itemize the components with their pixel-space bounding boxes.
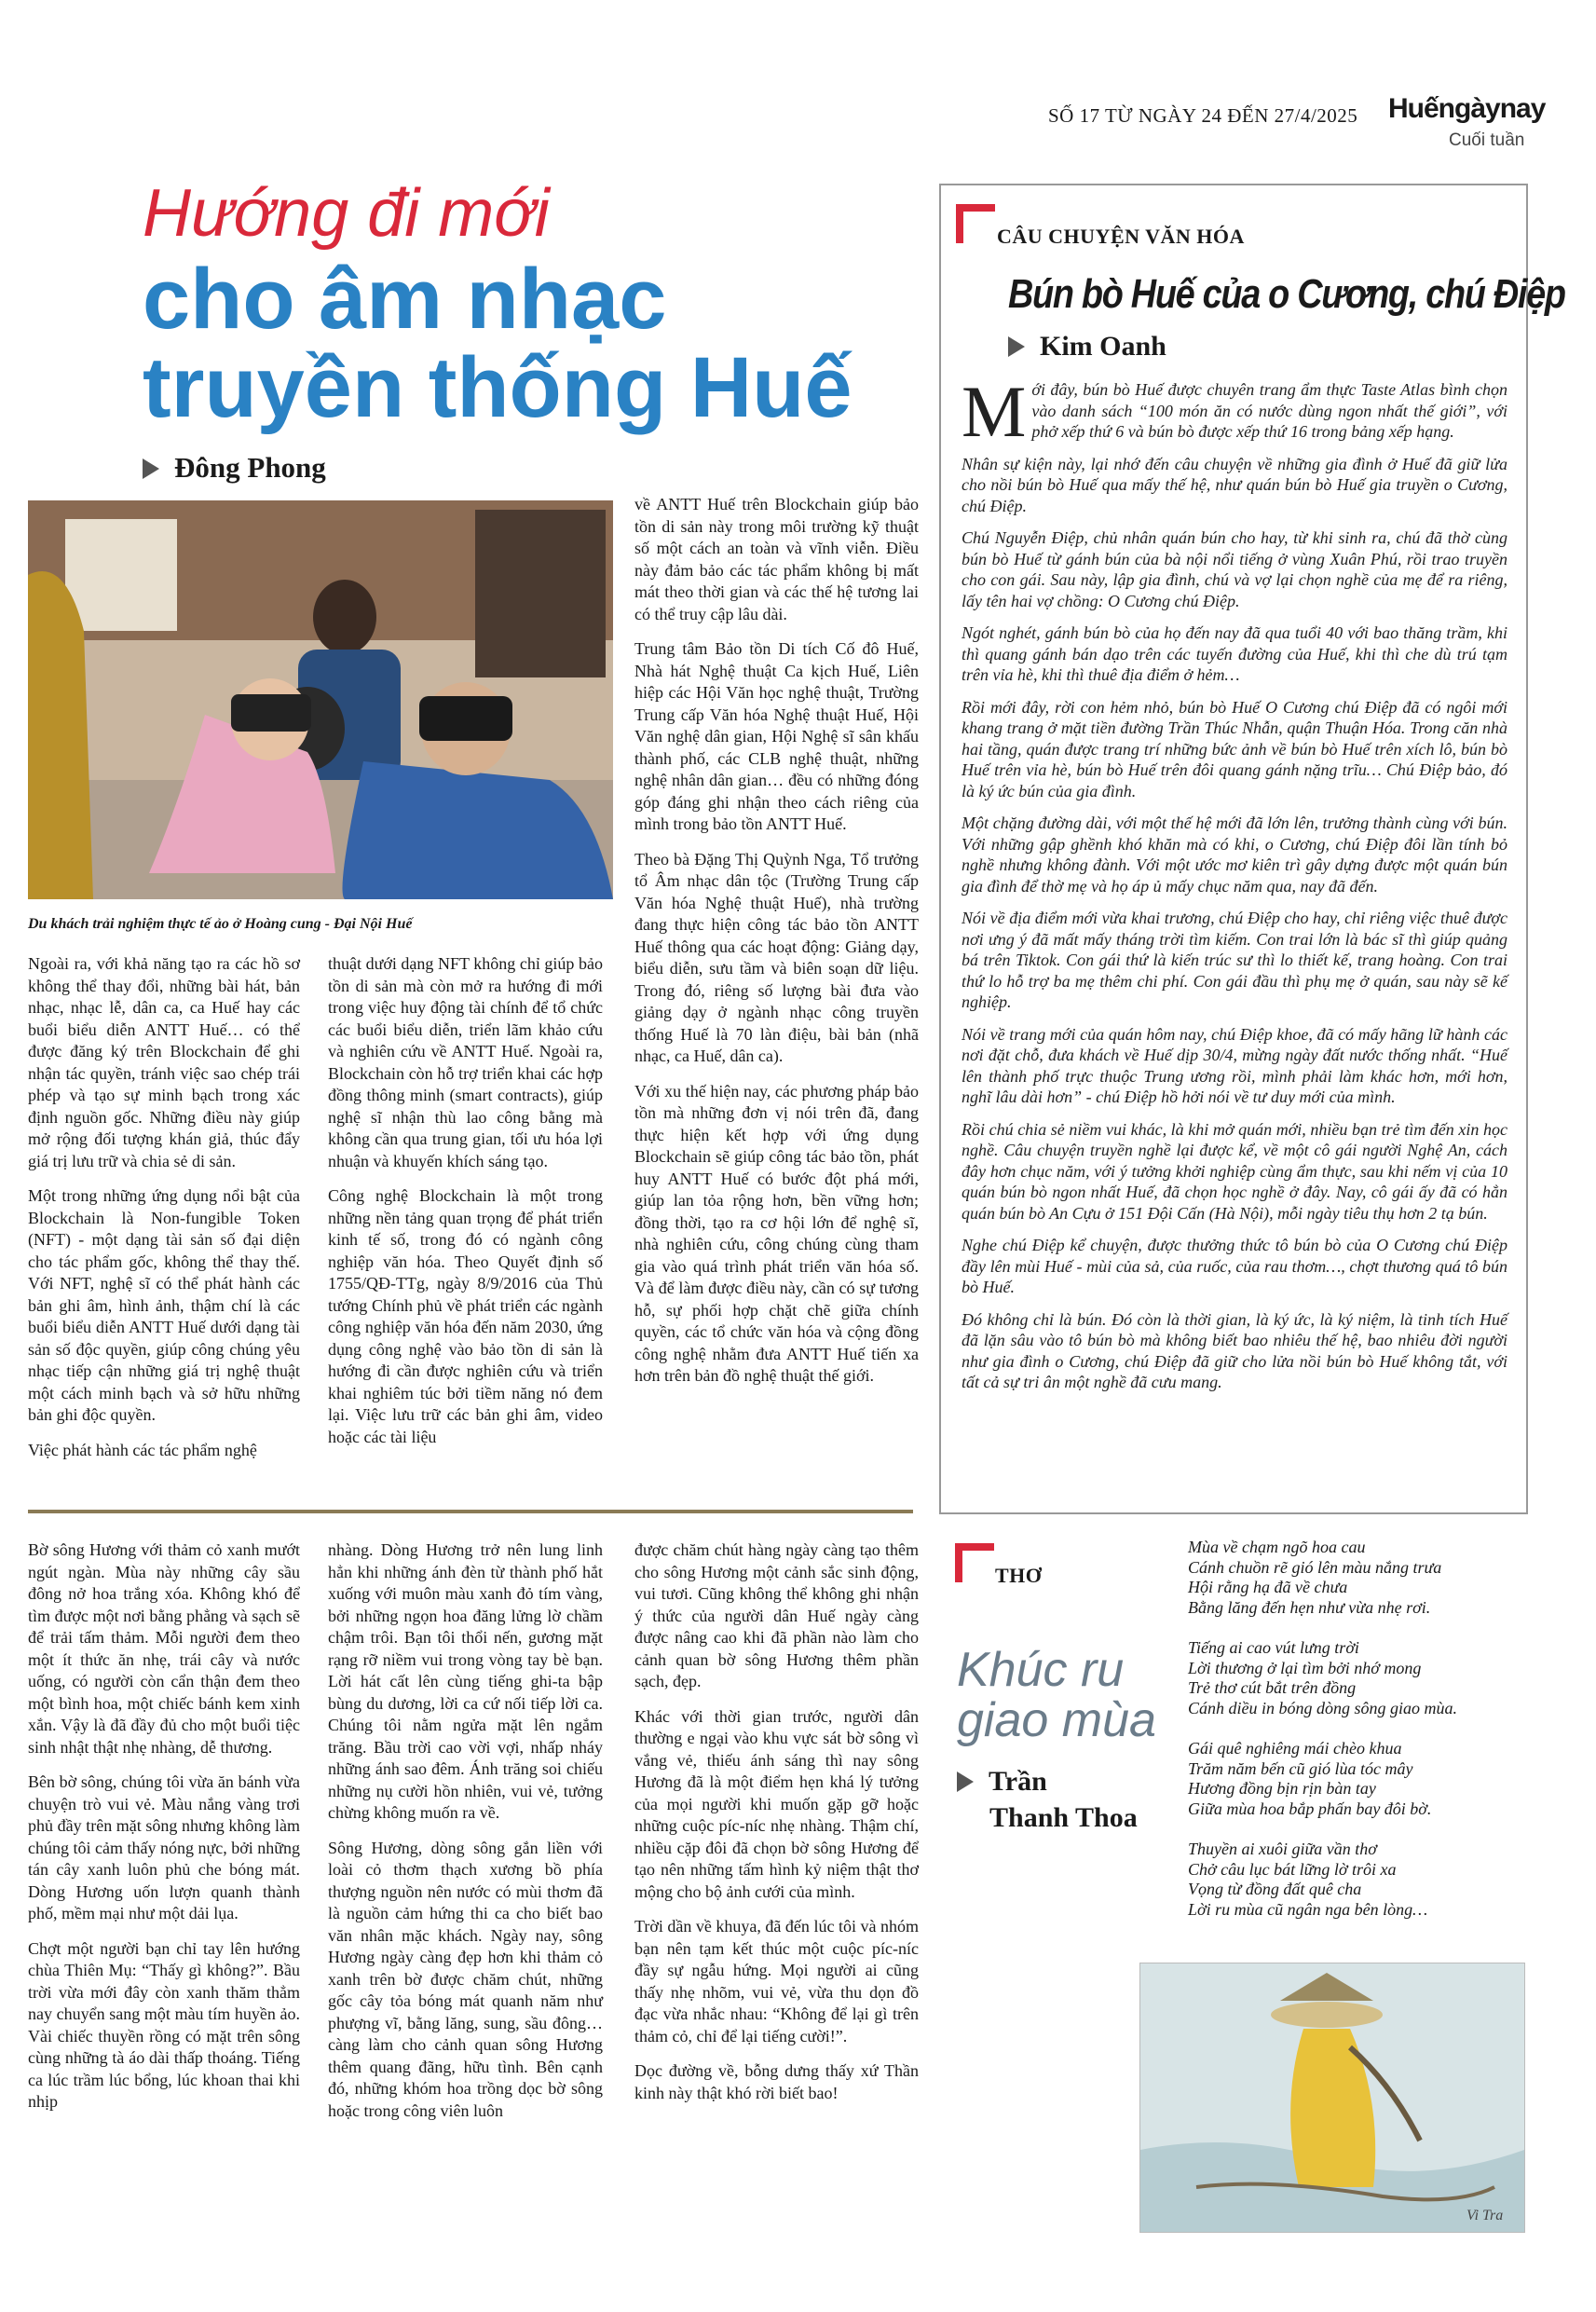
section-divider bbox=[28, 1510, 913, 1513]
poem-bracket-icon bbox=[955, 1543, 994, 1587]
article-column-3: về ANTT Huế trên Blockchain giúp bảo tồn di sản này trong môi trường kỹ thuật số một cách an toàn và vĩnh viễn. Điều này đảm bảo các tác phẩm không bị mất mát theo thời gian và các thế hệ tương lai có thể truy cập lâu dài. Trung tâm Bảo tồn Di tích Cố đô Huế, Nhà hát Nghệ thuật Ca kịch Huế, Liên hiệp các Hội Văn học nghệ thuật, Trường Trung cấp Văn hóa Nghệ thuật Huế, Hội Văn nghệ dân gian, Hội Nghệ sĩ sân khấu thành phố, các CLB nghệ thuật, những nghệ nhân dân gian… đều có những đóng góp đáng ghi nhận theo cách riêng của mình trong bảo tồn ANTT Huế. Theo bà Đặng Thị Quỳnh Nga, Tổ trưởng tổ Âm nhạc dân tộc (Trường Trung cấp Văn hóa Nghệ thuật Huế), nhà trường đang thực hiện công tác bảo tồn ANTT Huế thông qua các hoạt động: Giảng dạy, biểu diễn, sưu tầm và biên soạn dữ liệu. Trong đó, riêng số lượng bài đưa vào giảng dạy ở ngành nhạc công truyền thống Huế là 70 làn điệu, bài bản (nhã nhạc, ca Huế, dân ca). Với xu thế hiện nay, các phương pháp bảo tồn mà những đơn vị nói trên đã, đang thực hiện kết hợp với ứng dụng Blockchain sẽ giúp công tác bảo tồn, phát huy ANTT Huế có bước đột phá mới, giúp lan tỏa rộng hơn, bền vững hơn; đồng thời, tạo ra cơ hội lớn để nghệ sĩ, nhà nghiên cứu, công chúng cùng tham gia vào quá trình phát triển văn hóa số. Và để làm được điều này, cần có sự tương hỗ, sự phối hợp chặt chẽ giữa chính quyền, các tổ chức văn hóa và cộng đồng công nghệ nhằm đưa ANTT Huế tiến xa hơn trên bản đồ nghệ thuật thế giới. bbox=[634, 495, 919, 1385]
sidebar-author: Kim Oanh bbox=[1008, 331, 1166, 363]
stanza-3: Gái quê nghiêng mái chèo khua Trăm năm bến cũ gió lùa tóc mây Hương đồng bịn rịn bàn tay Giữa mùa hoa bắp phấn bay đôi bờ. bbox=[1188, 1739, 1432, 1818]
article-title-line1: Hướng đi mới bbox=[143, 176, 550, 251]
issue-info: SỐ 17 TỪ NGÀY 24 ĐẾN 27/4/2025 bbox=[1048, 104, 1358, 127]
bottom-column-1: Bờ sông Hương với thảm cỏ xanh mướt ngút ngàn. Mùa này những cây sầu đông nở hoa trắng xóa. Không khó để tìm được một nơi bằng phẳng và sạch sẽ để trải tấm thảm. Mỗi người đem theo một ít thức ăn nhẹ, trái cây và nước uống, có người còn cẩn thận đem theo một bình hoa, một chiếc bánh kem xinh xắn. Vậy là đã đầy đủ cho một buổi tiệc sinh nhật thật nhẹ nhàng, dễ thương. Bên bờ sông, chúng tôi vừa ăn bánh vừa chuyện trò vui vẻ. Màu nắng vàng trơi phủ đầy trên mặt sông nhưng không làm chúng tôi cảm thấy nóng nực, bởi những tán cây xanh luôn phủ che bóng mát. Dòng Hương uốn lượn quanh thành phố, mềm mại như một dải lụa. Chợt một người bạn chỉ tay lên hướng chùa Thiên Mụ: “Thấy gì không?”. Bầu trời vừa mới đây còn xanh thăm thẳm nay chuyển sang một màu tím huyền ảo. Vài chiếc thuyền rồng có mặt trên sông cùng những tà áo dài thấp thoáng. Tiếng ca lúc trầm lúc bổng, lúc khoan thai khi nhịp bbox=[28, 1540, 300, 2111]
poem-illustration bbox=[1139, 1963, 1525, 2233]
sidebar-body: Mới đây, bún bò Huế được chuyên trang ẩm thực Taste Atlas bình chọn vào danh sách “100 món ăn có nước dùng ngon nhất thế giới”, với phở xếp thứ 6 và bún bò được xếp thứ 16 trong bảng xếp hạng. Nhân sự kiện này, lại nhớ đến câu chuyện về những gia đình ở Huế đã giữ lửa cho nồi bún bò Huế qua mấy thế hệ, như quán bún bò Huế gia truyền o Cương, chú Điệp. Chú Nguyễn Điệp, chủ nhân quán bún cho hay, từ khi sinh ra, chú đã thờ cùng bún bò Huế từ gánh bún của bà nội nổi tiếng ở vùng Xuân Phú, rồi trao truyền cho con gái. Sau này, lập gia đình, chú và vợ lại chọn nghề của mẹ để ra riêng, lấy tên hai vợ chồng: O Cương chú Điệp. Ngót nghét, gánh bún bò của họ đến nay đã qua tuổi 40 với bao thăng trầm, khi thì quang gánh bán dạo trên các tuyến đường của Huế, khi thì che dù trú tạm trên vỉa hè, khi thì thuê địa điểm ở hẻm… Rồi mới đây, rời con hẻm nhỏ, bún bò Huế O Cương chú Điệp đã có ngôi mới khang trang ở mặt tiền đường Trần Thúc Nhẫn, quận Thuận Hóa. Trong căn nhà hai tầng, quán được trang trí những bức ảnh về bún bò Huế trên xích lô, bún bò Huế trên vỉa hè, bún bò Huế trên đôi quang gánh nặng trĩu… Chú Điệp bảo, đó là ký ức bún của gia đình. Một chặng đường dài, với một thế hệ mới đã lớn lên, trưởng thành cùng với bún. Với những gập ghềnh khó khăn mà có khi, o Cương, chú Điệp đôi lần tính bỏ nghề nhưng không đành. Với một ước mơ kiên trì gây dựng được một quán bún gia đình để thờ mẹ và họ áp ủ mấy chục năm qua, nay đã đến. Nói về địa điểm mới vừa khai trương, chú Điệp cho hay, chỉ riêng việc thuê được nơi ưng ý đã mất mấy tháng trời tìm kiếm. Con trai lớn là bác sĩ thì giúp quảng bá trên Tiktok. Con gái thứ là kiến trúc sư thì lo thiết kế, trang hoàng. Con trai thứ lo hỗ trợ ba mẹ thêm chi phí. Con gái đầu thì phụ mẹ ở quán, sau này sẽ kế nghiệp. Nói về trang mới của quán hôm nay, chú Điệp khoe, đã có mấy hãng lữ hành các nơi đặt chỗ, đưa khách về Huế dịp 30/4, mừng ngày đất nước thống nhất. “Huế lên thành phố trực thuộc Trung ương rồi, mình phải làm khác hơn, mới hơn, nghĩ lâu dài hơn” - chú Điệp hồ hởi nói về tư duy mới của mình. Rồi chú chia sẻ niềm vui khác, là khi mở quán mới, nhiều bạn trẻ tìm đến xin học nghề. Câu chuyện truyền nghề lại được kể, về một cô gái người Nghệ An, cách đây hơn chục năm, với ý tưởng khởi nghiệp cùng ẩm thực, sau khi nếm vị của 10 quán bún bò ngon nhất Huế, đã chọn học nghề ở đây. Nay, cô gái ấy đã có hẳn quán bún bò An Cựu ở 151 Đội Cấn (Hà Nội), mỗi ngày tiêu thụ hơn 2 tạ bún. Nghe chú Điệp kể chuyện, được thưởng thức tô bún bò của O Cương chú Điệp đầy lên mùi Huế - mùi của sả, của ruốc, của rau thơm…, chợt thương quá tô bún bò Huế. Đó không chỉ là bún. Đó còn là thời gian, là ký ức, là ký niệm, là tinh tích Huế đã lặn sâu vào tô bún bò mà không biết bao nhiêu thế hệ, bao nhiêu đời người như gia đình o Cương, chú Điệp đã giữ cho lửa nồi bún bò Huế không tắt, với tất cả sự tri ân một nghề đã cưu mang. bbox=[962, 371, 1507, 1391]
illustration-signature: Vi Tra bbox=[1466, 2208, 1504, 2223]
article-title-line3: truyền thống Huế bbox=[143, 340, 853, 435]
article-column-1: Ngoài ra, với khả năng tạo ra các hồ sơ không thể thay đổi, những bài hát, bản nhạc, nhạc lễ, dân ca, ca Huế hay các buổi biểu diễn ANTT Huế… có thể được đăng ký trên Blockchain để ghi nhận tác quyền, tránh việc sao chép trái phép và tạo sự minh bạch trong xác định nguồn gốc. Những điều này giúp mở rộng đối tượng khán giả, thúc đẩy giá trị lưu trữ và chia sẻ di sản. Một trong những ứng dụng nổi bật của Blockchain là Non-fungible Token (NFT) - một dạng tài sản số đại diện cho tác phẩm gốc, không thể thay thế. Với NFT, nghệ sĩ có thể phát hành các bản ghi âm, hình ảnh, thậm chí là các buổi biểu diễn ANTT Huế dưới dạng tài sản số độc quyền, giúp công chúng yêu nhạc tiếp cận những giá trị nghệ thuật một cách minh bạch và sở hữu những bản ghi độc quyền. Việc phát hành các tác phẩm nghệ bbox=[28, 954, 300, 1459]
article-author: Đông Phong bbox=[143, 451, 326, 485]
photo-caption: Du khách trải nghiệm thực tế ảo ở Hoàng cung - Đại Nội Huế bbox=[28, 916, 413, 932]
article-title-line2: cho âm nhạc bbox=[143, 252, 667, 347]
bottom-column-2: nhàng. Dòng Hương trở nên lung linh hẳn khi những ánh đèn từ thành phố hắt xuống với muôn màu xanh đỏ tím vàng, bởi những ngọn hoa đăng lửng lờ chầm chậm trôi. Bạn tôi thổi nến, gương mặt rạng rỡ niềm vui trong vòng tay bè bạn. Lời hát cất lên cùng tiếng ghi-ta bập bùng du dương, lời ca cứ nối tiếp lời ca. Chúng tôi nằm ngửa mặt lên ngắm trăng. Bầu trời cao vời vợi, nhấp nháy những ánh sao đêm. Ánh trăng soi chiếu những nụ cười hồn nhiên, vui vẻ, tưởng chừng không muốn ra về. Sông Hương, dòng sông gắn liền với loài cỏ thơm thạch xương bồ phía thượng nguồn nên nước có mùi thơm đã là nguồn cảm hứng thi ca cho biết bao văn nhân mặc khách. Ngày nay, sông Hương ngày càng đẹp hơn khi thảm cỏ xanh trên bờ được chăm chút, những gốc cây tỏa bóng mát quanh năm như phượng vĩ, bằng lăng, sung, sầu đông… càng làm cho cảnh quan sông Hương thêm quang đãng, hữu tình. Bên cạnh đó, những khóm hoa trồng dọc bờ sông hoặc trong công viên luôn bbox=[328, 1540, 603, 2120]
poem-kicker: THƠ bbox=[995, 1564, 1043, 1587]
stanza-4: Thuyền ai xuôi giữa vần thơ Chở câu lục bát lững lờ trôi xa Vọng từ đồng đất quê cha Lời ru mùa cũ ngân nga bên lòng… bbox=[1188, 1840, 1428, 1919]
sidebar-title: Bún bò Huế của o Cương, chú Điệp bbox=[1008, 271, 1565, 317]
poem-title-line1: Khúc ru bbox=[957, 1643, 1125, 1697]
sidebar-kicker: CÂU CHUYỆN VĂN HÓA bbox=[997, 225, 1245, 248]
masthead-logo bbox=[1388, 93, 1545, 125]
article-photo bbox=[28, 500, 613, 899]
poem-author-line1: Trần bbox=[957, 1766, 1047, 1798]
bottom-column-3: được chăm chút hàng ngày càng tạo thêm cho sông Hương một cảnh sắc sinh động, vui tươi. Cũng không thể không ghi nhận ý thức của người dân Huế ngày càng được nâng cao khi đã phần nào làm cho cảnh quan bờ sông Hương thêm phần sạch, đẹp. Khác với thời gian trước, người dân thường e ngại vào khu vực sát bờ sông vì vắng vẻ, thiếu ánh sáng thì nay sông Hương đã là một điểm hẹn khá lý tưởng của mọi người khi muốn gặp gỡ hoặc những cuộc píc-níc nhẹ nhàng. Thậm chí, nhiều cặp đôi đã chọn bờ sông Hương để tạo nên những tấm hình kỷ niệm thật thơ mộng cho bộ ảnh cưới của mình. Trời dần về khuya, đã đến lúc tôi và nhóm bạn nên tạm kết thúc một cuộc píc-níc đầy sự ngẫu hứng. Mọi người ai cũng thấy nhẹ nhõm, vui vẻ, vừa thu dọn đồ đạc vừa nhắc nhau: “Không để lại gì trên thảm cỏ, chỉ để lại tiếng cười!”. Dọc đường về, bỗng dưng thấy xứ Thần kinh này thật khó rời biết bao! bbox=[634, 1540, 919, 2102]
article-column-2: thuật dưới dạng NFT không chỉ giúp bảo tồn di sản mà còn mở ra hướng đi mới trong việc huy động tài chính để tổ chức các buổi biểu diễn, triển lãm khảo cứu và nghiên cứu về ANTT Huế. Ngoài ra, Blockchain còn hỗ trợ triển khai các hợp đồng thông minh (smart contracts), giúp nghệ sĩ nhận thù lao công bằng mà không cần qua trung gian, tối ưu hóa lợi nhuận và khuyến khích sáng tạo. Công nghệ Blockchain là một trong những nền tảng quan trọng để phát triển kinh tế số, trong đó có ngành công nghiệp văn hóa. Theo Quyết định số 1755/QĐ-TTg, ngày 8/9/2016 của Thủ tướng Chính phủ về phát triển các ngành công nghiệp văn hóa đến năm 2030, ứng dụng công nghệ vào bảo tồn di sản là hướng đi cần được nghiên cứu và triển khai nghiêm túc bởi tiềm năng nó đem lại. Việc lưu trữ các bản ghi âm, video hoặc các tài liệu bbox=[328, 954, 603, 1446]
masthead-sub: Cuối tuần bbox=[1449, 130, 1525, 150]
triangle-icon bbox=[143, 458, 159, 479]
triangle-icon bbox=[957, 1772, 974, 1792]
triangle-icon bbox=[1008, 336, 1025, 357]
poem-title-line2: giao mùa bbox=[957, 1693, 1156, 1747]
stanza-1: Mùa về chạm ngõ hoa cau Cánh chuồn rẽ gió lên màu nắng trưa Hội rằng hạ đã về chưa Bằng lăng đến hẹn như vừa nhẹ rơi. bbox=[1188, 1538, 1442, 1617]
sidebar-box bbox=[939, 184, 1565, 1514]
dropcap: M bbox=[962, 371, 1027, 452]
masthead-text: Huếngàynay bbox=[1388, 93, 1546, 124]
stanza-2: Tiếng ai cao vút lưng trời Lời thương ở lại tìm bởi nhớ mong Trẻ thơ cút bắt trên đồng Cánh diều in bóng dòng sông giao mùa. bbox=[1188, 1638, 1458, 1717]
poem-body bbox=[1188, 1538, 1579, 1940]
kicker-bracket-icon bbox=[956, 204, 995, 248]
poem-author-line2: Thanh Thoa bbox=[989, 1802, 1138, 1833]
